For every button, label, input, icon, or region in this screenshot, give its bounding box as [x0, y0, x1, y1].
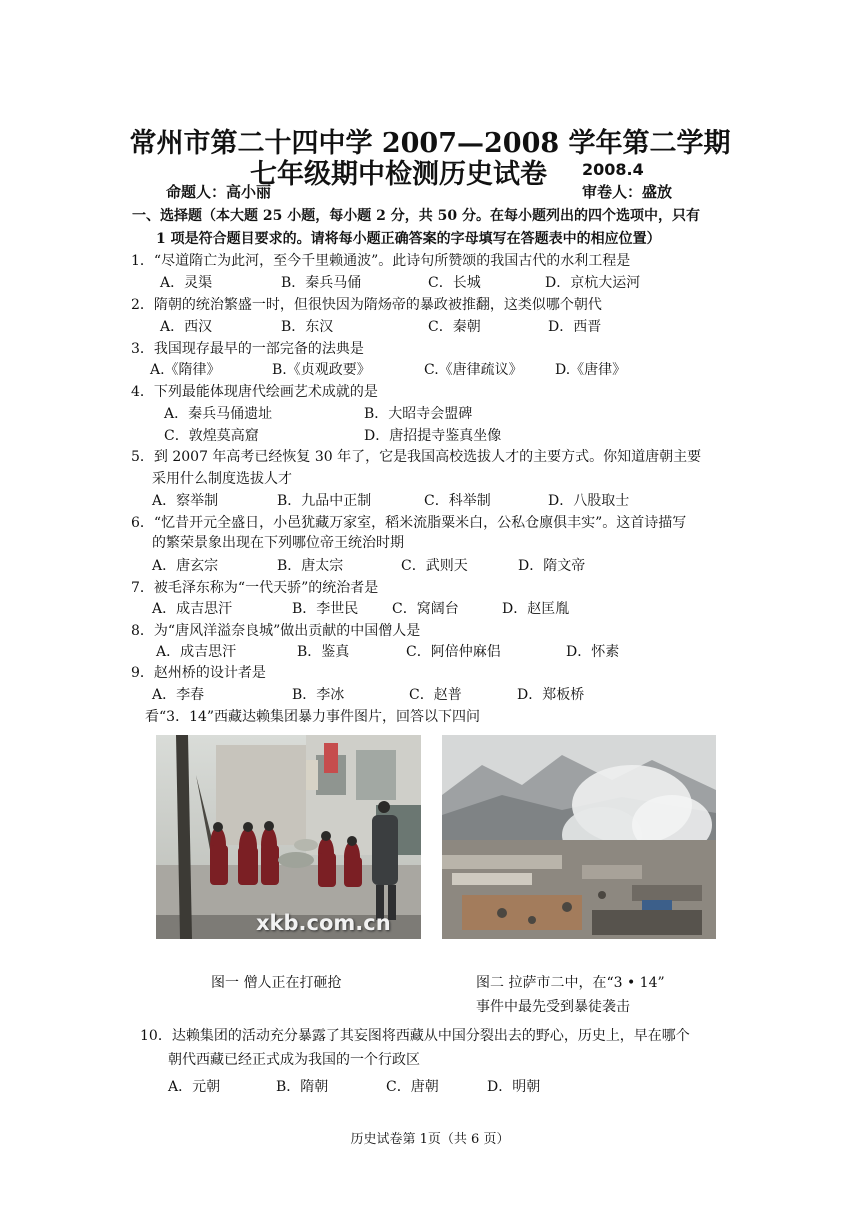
q3-option-d: D.《唐律》 — [555, 362, 627, 378]
figure-1-watermark: xkb.com.cn — [256, 911, 391, 935]
q9-option-b: B．李冰 — [292, 687, 345, 703]
q1-option-c: C．长城 — [428, 275, 481, 291]
q7-option-b: B．李世民 — [292, 601, 359, 617]
q1-option-d: D．京杭大运河 — [545, 275, 641, 291]
q2-option-d: D．西晋 — [548, 319, 602, 335]
question-2: 2．隋朝的统治繁盛一时，但很快因为隋炀帝的暴政被推翻，这类似哪个朝代 — [131, 297, 602, 313]
question-4: 4．下列最能体现唐代绘画艺术成就的是 — [131, 384, 378, 400]
section-heading: 一、选择题（本大题 25 小题，每小题 2 分，共 50 分。在每小题列出的四个选项中，只有 — [132, 208, 700, 224]
exam-date: 2008.4 — [582, 160, 644, 179]
q6-option-c: C．武则天 — [401, 558, 468, 574]
q3-option-a: A.《隋律》 — [150, 362, 221, 378]
section-heading-cont: 1 项是符合题目要求的。请将每小题正确答案的字母填写在答题表中的相应位置） — [156, 231, 661, 247]
question-7: 7．被毛泽东称为“一代天骄”的统治者是 — [131, 580, 379, 596]
exam-author: 命题人：高小丽 — [166, 183, 272, 201]
page-footer: 历史试卷第 1页（共 6 页） — [350, 1132, 510, 1147]
q2-option-a: A．西汉 — [160, 319, 213, 335]
q6-option-a: A．唐玄宗 — [152, 558, 219, 574]
q4-option-a: A．秦兵马俑遗址 — [164, 406, 273, 422]
exam-title-line2: 七年级期中检测历史试卷 — [250, 159, 547, 190]
q9-option-a: A．李春 — [152, 687, 205, 703]
q10-option-b: B．隋朝 — [276, 1079, 329, 1095]
q1-option-a: A．灵渠 — [160, 275, 213, 291]
q5-option-d: D．八股取士 — [548, 493, 630, 509]
question-8: 8．为“唐风洋溢奈良城”做出贡献的中国僧人是 — [131, 623, 421, 639]
q5-option-b: B．九品中正制 — [277, 493, 372, 509]
q4-option-d: D．唐招提寺鉴真坐像 — [364, 428, 502, 444]
exam-title-line1: 常州市第二十四中学 2007—2008 学年第二学期 — [129, 128, 731, 159]
question-6: 6．“忆昔开元全盛日，小邑犹藏万家室，稻米流脂粟米白，公私仓廪俱丰实”。这首诗描写 — [131, 515, 687, 531]
question-5: 5．到 2007 年高考已经恢复 30 年了，它是我国高校选拔人才的主要方式。你知道唐朝主要 — [131, 449, 702, 465]
question-1: 1．“尽道隋亡为此河，至今千里赖通波”。此诗句所赞颂的我国古代的水利工程是 — [131, 253, 631, 269]
q6-option-d: D．隋文帝 — [518, 558, 586, 574]
question-10: 10．达赖集团的活动充分暴露了其妄图将西藏从中国分裂出去的野心，历史上，早在哪个 — [140, 1028, 690, 1044]
q9-option-d: D．郑板桥 — [517, 687, 585, 703]
q2-option-b: B．东汉 — [281, 319, 334, 335]
q10-option-c: C．唐朝 — [386, 1079, 439, 1095]
q7-option-a: A．成吉思汗 — [152, 601, 233, 617]
question-6-cont: 的繁荣景象出现在下列哪位帝王统治时期 — [152, 535, 404, 551]
question-3: 3．我国现存最早的一部完备的法典是 — [131, 341, 364, 357]
q8-option-c: C．阿倍仲麻侣 — [406, 644, 501, 660]
q5-option-a: A．察举制 — [152, 493, 219, 509]
q2-option-c: C．秦朝 — [428, 319, 481, 335]
q10-option-d: D．明朝 — [487, 1079, 541, 1095]
q7-option-c: C．窝阔台 — [392, 601, 459, 617]
figure-1-caption: 图一 僧人正在打砸抢 — [211, 975, 342, 991]
q9-option-c: C．赵普 — [409, 687, 462, 703]
q3-option-c: C.《唐律疏议》 — [424, 362, 523, 378]
q7-option-d: D．赵匡胤 — [502, 601, 570, 617]
question-5-cont: 采用什么制度选拔人才 — [152, 471, 292, 487]
q4-option-c: C．敦煌莫高窟 — [164, 428, 259, 444]
q1-option-b: B．秦兵马俑 — [281, 275, 362, 291]
q8-option-d: D．怀素 — [566, 644, 620, 660]
question-9: 9．赵州桥的设计者是 — [131, 665, 266, 681]
figure-2-caption: 图二 拉萨市二中，在“3 • 14” — [476, 975, 665, 991]
figure-2-photo — [442, 735, 716, 939]
passage-intro: 看“3．14”西藏达赖集团暴力事件图片，回答以下四问 — [145, 709, 481, 725]
q3-option-b: B.《贞观政要》 — [272, 362, 371, 378]
q4-option-b: B．大昭寺会盟碑 — [364, 406, 473, 422]
q6-option-b: B．唐太宗 — [277, 558, 344, 574]
q10-option-a: A．元朝 — [168, 1079, 221, 1095]
q8-option-a: A．成吉思汗 — [156, 644, 237, 660]
question-10-cont: 朝代西藏已经正式成为我国的一个行政区 — [168, 1052, 420, 1068]
q5-option-c: C．科举制 — [424, 493, 491, 509]
figure-1-photo — [156, 735, 421, 939]
q8-option-b: B．鉴真 — [297, 644, 350, 660]
exam-reviewer: 审卷人：盛放 — [582, 183, 673, 201]
figure-2-caption-cont: 事件中最先受到暴徒袭击 — [476, 999, 630, 1015]
